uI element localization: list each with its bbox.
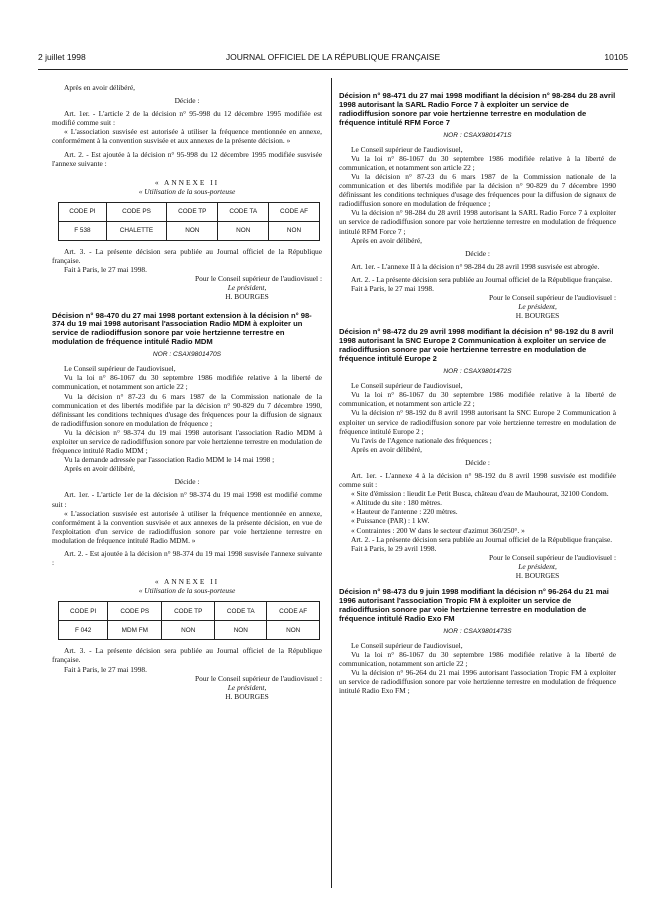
article-1: Art. 1er. - L'annexe 4 à la décision n° 98-192 du 8 avril 1998 susvisée est modifiée comme suit :	[339, 470, 616, 490]
article-1: Art. 1er. - L'article 1er de la décision n° 98-374 du 19 mai 1998 est modifié comme suit :	[52, 490, 322, 509]
annex-title: « ANNEXE II	[154, 177, 220, 187]
paragraph: « L'association susvisée est autorisée à utiliser la fréquence mentionnée en annexe, conformément à la convention susvisée et aux annexes de la présente décision. »	[52, 127, 322, 146]
table-cell: NON	[215, 621, 267, 640]
paragraph: Vu l'avis de l'Agence nationale des fréquences ;	[351, 435, 492, 445]
paragraph: Vu la loi n° 86-1067 du 30 septembre 1986 modifiée relative à la liberté de communication, et notamment son article 22 ;	[339, 153, 616, 172]
column-divider	[331, 78, 332, 888]
table-header: CODE PI	[59, 602, 108, 621]
signature-line: Pour le Conseil supérieur de l'audiovisuel :	[195, 673, 322, 683]
paragraph: Vu la décision n° 87-23 du 6 mars 1987 de la Commission nationale de la communication et des libertés modifiée par la décision n° 90-829 du 7 décembre 1990, définissant les conditions techniques d'usage des fréquences pour la diffusion de signaux de radiodiffusion sonore en modulation de fréquence ;	[52, 391, 322, 428]
subcarrier-table	[58, 601, 320, 640]
paragraph: Vu la décision n° 98-374 du 19 mai 1998 autorisant l'association Radio MDM à exploiter un service de radiodiffusion sonore par voie hertzienne terrestre en modulation de fréquence intitulé Radio MDM ;	[52, 427, 322, 456]
article-3: Art. 3. - La présente décision sera publiée au Journal officiel de la République française.	[52, 246, 322, 266]
decision-title: Décision n° 98-473 du 9 juin 1998 modifiant la décision n° 96-264 du 21 mai 1996 autorisant l'association Tropic FM à exploiter un service de radiodiffusion sonore par voie hertzienne terrestre en modulation de fréquence intitulé Radio Exo FM	[339, 587, 609, 623]
signature-line: Pour le Conseil supérieur de l'audiovisuel :	[195, 274, 322, 284]
paragraph: Vu la loi n° 86-1067 du 30 septembre 1986 modifiée relative à la liberté de communication, et notamment son article 22 ;	[52, 373, 322, 392]
article-1: Art. 1er. - L'annexe II à la décision n° 98-284 du 28 avril 1998 susvisée est abrogée.	[351, 261, 600, 271]
article-1: Art. 1er. - L'article 2 de la décision n° 95-998 du 12 décembre 1995 modifiée est modifié comme suit :	[52, 109, 322, 128]
paragraph: Vu la décision n° 98-192 du 8 avril 1998 autorisant la SNC Europe 2 Communication à exploiter un service de radiodiffusion sonore par voie hertzienne terrestre en modulation de fréquence intitulé Europe 2 ;	[339, 408, 616, 436]
place-date: Fait à Paris, le 27 mai 1998.	[64, 664, 147, 674]
nor-reference: NOR : CSAX9801471S	[443, 131, 512, 139]
paragraph: Vu la décision n° 96-264 du 21 mai 1996 autorisant l'association Tropic FM à exploiter un service de radiodiffusion sonore par voie hertzienne terrestre en modulation de fréquence intitulé Radio Exo FM ;	[339, 668, 616, 696]
left-column	[52, 83, 322, 701]
list-item: « Puissance (PAR) : 1 kW.	[351, 516, 430, 526]
signature-role: Le président,	[227, 682, 267, 692]
list-item: « Site d'émission : lieudit Le Petit Busca, château d'eau de Mauhourat, 32100 Condom.	[351, 489, 609, 499]
table-header: CODE TP	[167, 202, 218, 221]
nor-reference: NOR : CSAX9801470S	[152, 351, 222, 359]
decision-title: Décision n° 98-472 du 29 avril 1998 modifiant la décision n° 98-192 du 8 avril 1998 autorisant la SNC Europe 2 Communication à exploiter un service de radiodiffusion sonore par voie hertzienne terrestre en modulation de fréquence intitulé Europe 2	[339, 327, 614, 364]
decide-heading: Décide :	[174, 477, 200, 487]
list-item: « Hauteur de l'antenne : 220 mètres.	[351, 507, 458, 517]
table-cell: NON	[218, 221, 269, 240]
signature-role: Le président,	[227, 283, 267, 293]
signature-role: Le président,	[518, 302, 557, 312]
annex-title: « ANNEXE II	[154, 577, 220, 587]
article-2: Art. 2. - La présente décision sera publiée au Journal officiel de la République française.	[351, 274, 613, 284]
table-cell: CHALETTE	[106, 221, 166, 240]
annex-subtitle: « Utilisation de la sous-porteuse	[138, 186, 236, 196]
page-header	[38, 52, 628, 66]
header-rule	[38, 69, 628, 70]
table-cell: NON	[269, 221, 320, 240]
decision-title: Décision n° 98-470 du 27 mai 1998 portant extension à la décision n° 98-374 du 19 mai 1998 autorisant l'association Radio MDM à exploiter un service de radiodiffusion sonore par voie hertzienne terrestre en modulation de fréquence intitulé Radio MDM	[52, 310, 312, 347]
table-header: CODE PI	[59, 202, 107, 221]
list-item: « Altitude du site : 180 mètres.	[351, 498, 442, 508]
paragraph: Vu la décision n° 98-284 du 28 avril 1998 autorisant la SARL Radio Force 7 à exploiter un service de radiodiffusion sonore par voie hertzienne terrestre en modulation de fréquence intitulé RFM Force 7 ;	[339, 208, 616, 236]
place-date: Fait à Paris, le 27 mai 1998.	[64, 265, 147, 275]
place-date: Fait à Paris, le 29 avril 1998.	[351, 543, 437, 553]
signature-line: Pour le Conseil supérieur de l'audiovisuel :	[489, 293, 616, 303]
article-2: Art. 2. - La présente décision sera publiée au Journal officiel de la République française.	[351, 534, 613, 544]
paragraph: Vu la demande adressée par l'association Radio MDM le 14 mai 1998 ;	[64, 455, 275, 465]
table-cell: NON	[167, 221, 218, 240]
decide-heading: Décide :	[465, 457, 490, 467]
header-journal-title: JOURNAL OFFICIEL DE LA RÉPUBLIQUE FRANÇAISE	[225, 52, 441, 62]
table-header: CODE PS	[108, 602, 162, 621]
table-header: CODE TA	[215, 602, 267, 621]
table-cell: NON	[162, 621, 215, 640]
decide-heading: Décide :	[174, 96, 200, 106]
subcarrier-table	[58, 202, 320, 241]
right-column	[339, 92, 616, 695]
header-page-number: 10105	[604, 52, 628, 62]
paragraph: Vu la loi n° 86-1067 du 30 septembre 1986 modifiée relative à la liberté de communication, et notamment son article 22 ;	[339, 390, 616, 409]
table-cell: MDM FM	[108, 621, 162, 640]
paragraph: Après en avoir délibéré,	[351, 444, 423, 454]
paragraph: Le Conseil supérieur de l'audiovisuel,	[64, 364, 176, 374]
place-date: Fait à Paris, le 27 mai 1998.	[351, 284, 434, 294]
decision-title: Décision n° 98-471 du 27 mai 1998 modifiant la décision n° 98-284 du 28 avril 1998 autorisant la SARL Radio Force 7 à exploiter un service de radiodiffusion sonore par voie hertzienne terrestre en modulation de fréquence intitulé RFM Force 7	[339, 91, 616, 127]
table-cell: F 538	[59, 221, 107, 240]
paragraph: Le Conseil supérieur de l'audiovisuel,	[351, 144, 463, 154]
signature-name: H. BOURGES	[515, 571, 560, 580]
nor-reference: NOR : CSAX9801473S	[443, 627, 512, 635]
list-item: « Contraintes : 200 W dans le secteur d'azimut 360/250°. »	[351, 525, 525, 535]
paragraph: Après en avoir délibéré,	[351, 235, 423, 245]
table-header: CODE TA	[218, 202, 269, 221]
article-2: Art. 2. - Est ajoutée à la décision n° 95-998 du 12 décembre 1995 modifiée susvisée l'annexe suivante :	[52, 149, 322, 168]
nor-reference: NOR : CSAX9801472S	[443, 368, 512, 376]
paragraph: Après en avoir délibéré,	[64, 83, 136, 92]
header-date: 2 juillet 1998	[38, 52, 86, 62]
signature-line: Pour le Conseil supérieur de l'audiovisuel :	[489, 552, 616, 562]
table-header: CODE TP	[162, 602, 215, 621]
signature-name: H. BOURGES	[515, 311, 560, 321]
paragraph: Vu la décision n° 87-23 du 6 mars 1987 de la Commission nationale de la communication et des libertés modifiée par la décision n° 90-829 du 7 décembre 1990 définissant les conditions techniques d'usage des fréquences pour la diffusion de signaux de radiodiffusion sonore en modulation de fréquence ;	[339, 172, 616, 209]
paragraph: « L'association susvisée est autorisée à utiliser la fréquence mentionnée en annexe, conformément à la convention susvisée et aux annexes de la présente décision, en vue de l'exploitation d'un service de radiodiffusion sonore par voie hertzienne terrestre en modulation de fréquence intitulé Radio MDM. »	[52, 508, 322, 545]
table-cell: F 042	[59, 621, 108, 640]
paragraph: Vu la loi n° 86-1067 du 30 septembre 1986 modifiée relative à la liberté de communication, notamment son article 22 ;	[339, 649, 616, 668]
article-2: Art. 2. - Est ajoutée à la décision n° 98-374 du 19 mai 1998 susvisée l'annexe suivante :	[52, 549, 322, 568]
paragraph: Le Conseil supérieur de l'audiovisuel,	[351, 381, 463, 391]
signature-name: H. BOURGES	[225, 292, 269, 302]
table-header: CODE PS	[106, 202, 166, 221]
paragraph: Le Conseil supérieur de l'audiovisuel,	[351, 640, 463, 650]
table-header: CODE AF	[267, 602, 320, 621]
table-cell: NON	[267, 621, 320, 640]
annex-subtitle: « Utilisation de la sous-porteuse	[138, 586, 236, 596]
article-3: Art. 3. - La présente décision sera publiée au Journal officiel de la République française.	[52, 646, 322, 665]
signature-name: H. BOURGES	[225, 691, 269, 701]
signature-role: Le président,	[518, 561, 557, 571]
table-header: CODE AF	[269, 202, 320, 221]
paragraph: Après en avoir délibéré,	[64, 464, 136, 474]
decide-heading: Décide :	[465, 248, 490, 258]
